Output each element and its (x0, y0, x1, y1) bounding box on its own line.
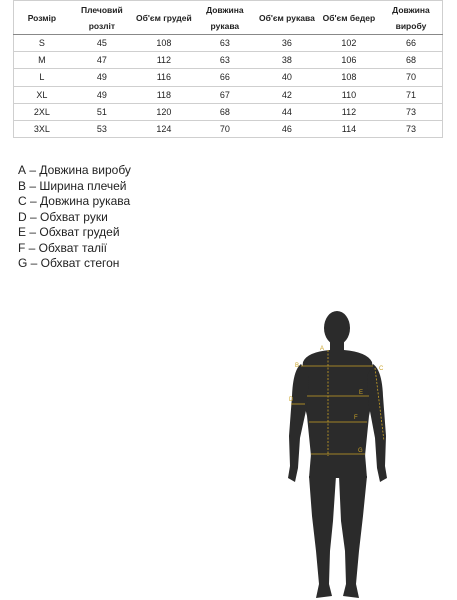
table-cell: 68 (194, 103, 256, 120)
table-cell: 42 (256, 86, 318, 103)
size-chart-table (13, 0, 443, 138)
legend-letter: E (18, 225, 27, 239)
measurement-legend (18, 163, 131, 272)
measure-label-d: D (289, 397, 294, 403)
table-cell: XL (14, 86, 70, 103)
table-cell: 116 (134, 69, 194, 86)
legend-text: – Обхват стегон (27, 256, 120, 270)
table-cell: 2XL (14, 103, 70, 120)
legend-item-g (18, 256, 131, 272)
header-chest: Об'єм грудей (134, 1, 194, 35)
table-cell: 49 (70, 86, 134, 103)
table-row (14, 120, 443, 137)
legend-text: – Ширина плечей (26, 178, 127, 193)
legend-letter: B (18, 178, 27, 193)
table-cell: 70 (194, 120, 256, 137)
measure-label-f: F (354, 415, 358, 421)
table-header-row (14, 1, 443, 35)
table-cell: 45 (70, 35, 134, 52)
legend-letter: C (18, 194, 27, 208)
header-sleeve-volume: Об'єм рукава (256, 1, 318, 35)
measure-label-e: E (359, 390, 364, 396)
legend-letter: F (18, 240, 26, 255)
measure-label-b: B (295, 363, 300, 369)
legend-item-a (18, 163, 131, 179)
header-size: Розмір (14, 1, 70, 35)
table-cell: 38 (256, 52, 318, 69)
table-row (14, 103, 443, 120)
header-shoulder-width: Плечовий розліт (70, 1, 134, 35)
legend-text: – Обхват грудей (26, 225, 120, 239)
table-cell: 66 (194, 69, 256, 86)
table-cell: 49 (70, 69, 134, 86)
table-cell: 63 (194, 52, 256, 69)
legend-item-f (18, 241, 131, 257)
table-row (14, 69, 443, 86)
legend-letter: D (18, 209, 27, 224)
table-cell: 36 (256, 35, 318, 52)
male-silhouette-illustration (283, 306, 393, 600)
table-cell: 70 (380, 69, 443, 86)
measure-label-g: G (358, 448, 363, 454)
legend-letter: G (18, 256, 28, 270)
table-cell: 67 (194, 86, 256, 103)
table-cell: 112 (134, 52, 194, 69)
table-cell: 114 (318, 120, 380, 137)
silhouette (288, 311, 387, 598)
table-cell: 106 (318, 52, 380, 69)
table-cell: 51 (70, 103, 134, 120)
header-sleeve-length: Довжина рукава (194, 1, 256, 35)
legend-text: – Довжина виробу (26, 163, 131, 177)
table-cell: 118 (134, 86, 194, 103)
legend-item-e (18, 225, 131, 241)
legend-text: – Обхват талії (25, 240, 108, 255)
table-cell: 73 (380, 120, 443, 137)
table-cell: 102 (318, 35, 380, 52)
table-cell: 40 (256, 69, 318, 86)
table-cell: 108 (318, 69, 380, 86)
table-cell: 112 (318, 103, 380, 120)
table-cell: 46 (256, 120, 318, 137)
legend-item-c (18, 194, 131, 210)
table-cell: S (14, 35, 70, 52)
table-cell: 124 (134, 120, 194, 137)
body-measurement-figure (283, 306, 393, 600)
header-length: Довжина виробу (380, 1, 443, 35)
table-cell: 73 (380, 103, 443, 120)
table-cell: 63 (194, 35, 256, 52)
header-hips: Об'єм бедер (318, 1, 380, 35)
legend-text: – Обхват руки (26, 209, 108, 224)
legend-item-b (18, 179, 131, 195)
table-cell: 47 (70, 52, 134, 69)
table-row (14, 35, 443, 52)
table-cell: 120 (134, 103, 194, 120)
table-cell: 53 (70, 120, 134, 137)
measure-label-c: C (379, 366, 384, 372)
measure-label-a: A (320, 346, 325, 352)
table-cell: 108 (134, 35, 194, 52)
legend-letter: A (18, 163, 27, 177)
table-cell: L (14, 69, 70, 86)
table-row (14, 52, 443, 69)
table-row (14, 86, 443, 103)
table-cell: 110 (318, 86, 380, 103)
table-cell: 44 (256, 103, 318, 120)
table-cell: 68 (380, 52, 443, 69)
table-cell: M (14, 52, 70, 69)
table-cell: 66 (380, 35, 443, 52)
legend-text: – Довжина рукава (26, 194, 131, 208)
table-cell: 71 (380, 86, 443, 103)
table-cell: 3XL (14, 120, 70, 137)
legend-item-d (18, 210, 131, 226)
